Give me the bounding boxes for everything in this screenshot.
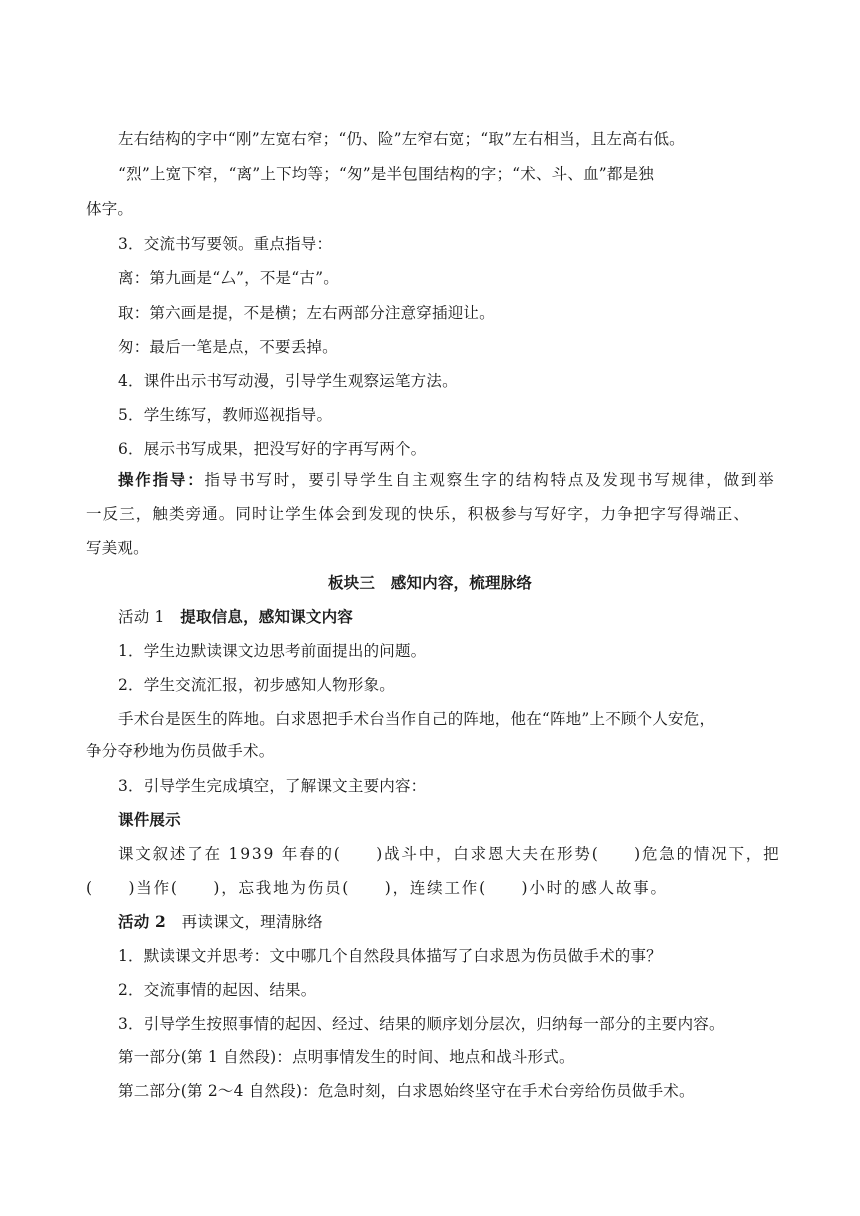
- activity-heading: [118, 607, 763, 627]
- list-item: 1．学生边默读课文边思考前面提出的问题。: [118, 642, 427, 660]
- list-item: 3．交流书写要领。重点指导：: [118, 235, 333, 253]
- paragraph-line: 第二部分(第 2～4 自然段)：危急时刻，白求恩始终坚守在手术台旁给伤员做手术。: [118, 1082, 695, 1100]
- paragraph-line: 手术台是医生的阵地。白求恩把手术台当作自己的阵地，他在“阵地”上不顾个人安危，: [118, 710, 716, 728]
- paragraph-line: 左右结构的字中“刚”左宽右窄；“仍、险”左窄右宽；“取”左右相当，且左高右低。: [118, 130, 685, 148]
- list-item: 4．课件出示书写动漫，引导学生观察运笔方法。: [118, 372, 458, 390]
- guide-paragraph-line: 一反三，触类旁通。同时让学生体会到发现的快乐，积极参与写好字，力争把字写得端正、: [86, 505, 751, 523]
- list-item: 5．学生练写，教师巡视指导。: [118, 406, 333, 424]
- fill-blank-line: 课文叙述了在 1939 年春的( )战斗中，白求恩大夫在形势( )危急的情况下，把: [118, 845, 781, 863]
- paragraph-line: 体字。: [86, 200, 134, 218]
- list-item: 3．引导学生按照事情的起因、经过、结果的顺序划分层次，归纳每一部分的主要内容。: [118, 1015, 725, 1033]
- list-item: 3．引导学生完成填空，了解课文主要内容：: [118, 777, 427, 795]
- activity-prefix: 活动 2: [118, 912, 166, 931]
- paragraph-line: 第一部分(第 1 自然段)：点明事情发生的时间、地点和战斗形式。: [118, 1048, 575, 1066]
- guide-label: 操作指导：: [118, 470, 205, 489]
- list-item: 2．交流事情的起因、结果。: [118, 981, 317, 999]
- activity-heading: [118, 912, 763, 932]
- activity-prefix: 活动 1: [118, 608, 181, 626]
- paragraph-line: “烈”上宽下窄，“离”上下均等；“匆”是半包围结构的字；“术、斗、血”都是独: [118, 165, 654, 183]
- activity-title: 再读课文，理清脉络: [165, 913, 323, 931]
- activity-title: 提取信息，感知课文内容: [180, 607, 353, 626]
- section-heading: 板块三 感知内容，梳理脉络: [327, 573, 533, 592]
- paragraph-line: 匆：最后一笔是点，不要丢掉。: [118, 338, 338, 356]
- paragraph-line: 争分夺秒地为伤员做手术。: [86, 742, 275, 760]
- guide-paragraph: [118, 470, 776, 490]
- list-item: 2．学生交流汇报，初步感知人物形象。: [118, 676, 395, 694]
- guide-paragraph-line: 写美观。: [86, 539, 149, 557]
- list-item: 6．展示书写成果，把没写好的字再写两个。: [118, 440, 427, 458]
- fill-blank-line: ( )当作( )，忘我地为伤员( )，连续工作( )小时的感人故事。: [86, 879, 668, 897]
- paragraph-line: 取：第六画是提，不是横；左右两部分注意穿插迎让。: [118, 304, 495, 322]
- list-item: 1．默读课文并思考：文中哪几个自然段具体描写了白求恩为伤员做手术的事？: [118, 947, 662, 965]
- paragraph-line: 离：第九画是“厶”，不是“古”。: [118, 269, 339, 287]
- guide-text: 指导书写时，要引导学生自主观察生字的结构特点及发现书写规律，做到举: [204, 471, 776, 489]
- courseware-label: 课件展示: [118, 810, 181, 829]
